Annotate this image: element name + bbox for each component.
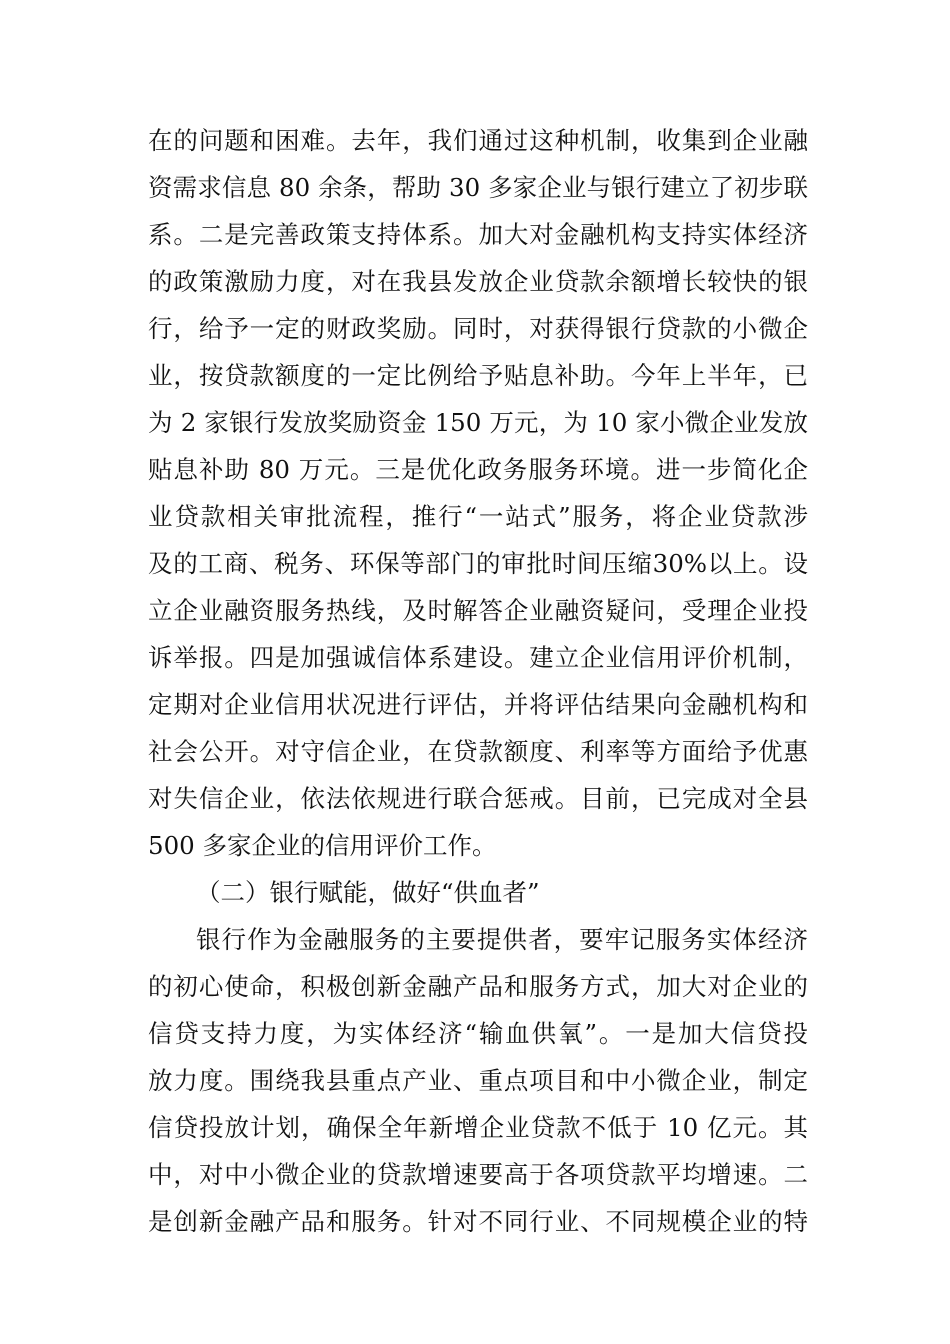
paragraph-1-line-16: 500 多家企业的信用评价工作。: [148, 831, 497, 860]
paragraph-1-line-12: 诉举报。四是加强诚信体系建设。建立企业信用评价机制，: [148, 643, 808, 672]
paragraph-1-line-6: 业，按贷款额度的一定比例给予贴息补助。今年上半年，已: [148, 361, 808, 390]
paragraph-1-line-9: 业贷款相关审批流程，推行“一站式”服务，将企业贷款涉: [148, 502, 808, 531]
paragraph-2-line-5: 信贷投放计划，确保全年新增企业贷款不低于 10 亿元。其: [148, 1113, 808, 1142]
paragraph-1-line-5: 行，给予一定的财政奖励。同时，对获得银行贷款的小微企: [148, 314, 808, 343]
paragraph-2-line-4: 放力度。围绕我县重点产业、重点项目和中小微企业，制定: [148, 1066, 808, 1095]
paragraph-1-line-3: 系。二是完善政策支持体系。加大对金融机构支持实体经济: [148, 220, 808, 249]
paragraph-2-line-7: 是创新金融产品和服务。针对不同行业、不同规模企业的特: [148, 1207, 808, 1236]
paragraph-1-line-1: 在的问题和困难。去年，我们通过这种机制，收集到企业融: [148, 126, 808, 155]
paragraph-2-line-6: 中，对中小微企业的贷款增速要高于各项贷款平均增速。二: [148, 1160, 808, 1189]
paragraph-1-line-10: 及的工商、税务、环保等部门的审批时间压缩30%以上。设: [148, 549, 808, 578]
paragraph-1-line-7: 为 2 家银行发放奖励资金 150 万元，为 10 家小微企业发放: [148, 408, 808, 437]
paragraph-1-line-11: 立企业融资服务热线，及时解答企业融资疑问，受理企业投: [148, 596, 808, 625]
section-heading: （二）银行赋能，做好“供血者”: [196, 878, 540, 907]
paragraph-1-line-8: 贴息补助 80 万元。三是优化政务服务环境。进一步简化企: [148, 455, 808, 484]
paragraph-1-line-2: 资需求信息 80 余条，帮助 30 多家企业与银行建立了初步联: [148, 173, 808, 202]
paragraph-2-line-1: 银行作为金融服务的主要提供者，要牢记服务实体经济: [196, 925, 808, 954]
paragraph-1-line-15: 对失信企业，依法依规进行联合惩戒。目前，已完成对全县: [148, 784, 808, 813]
paragraph-1-line-4: 的政策激励力度，对在我县发放企业贷款余额增长较快的银: [148, 267, 808, 296]
paragraph-1-line-14: 社会公开。对守信企业，在贷款额度、利率等方面给予优惠: [148, 737, 808, 766]
paragraph-2-line-2: 的初心使命，积极创新金融产品和服务方式，加大对企业的: [148, 972, 808, 1001]
paragraph-2-line-3: 信贷支持力度，为实体经济“输血供氧”。一是加大信贷投: [148, 1019, 808, 1048]
paragraph-1-line-13: 定期对企业信用状况进行评估，并将评估结果向金融机构和: [148, 690, 808, 719]
